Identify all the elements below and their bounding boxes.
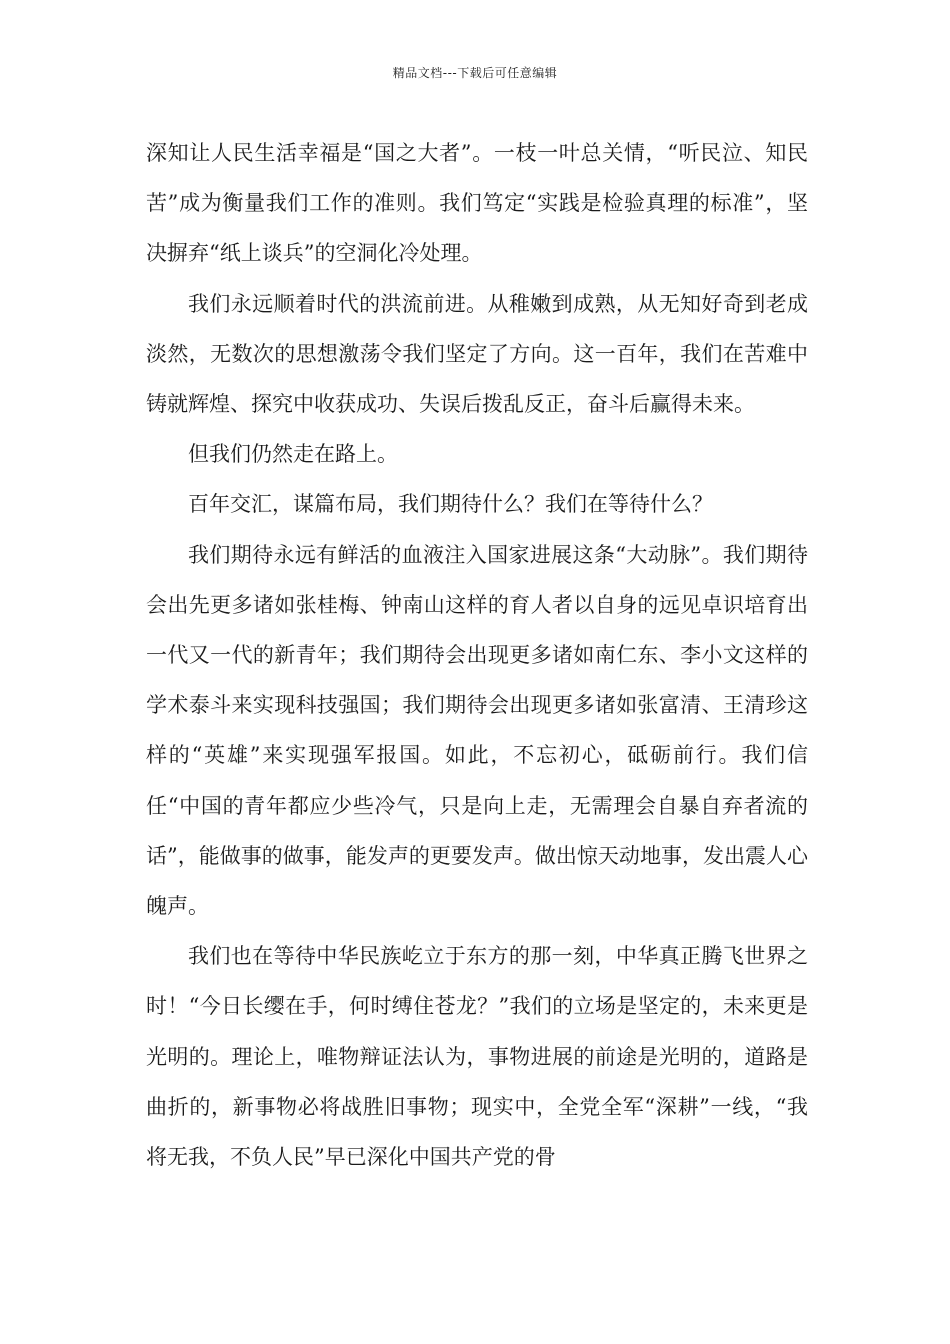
- paragraph-6: 我们也在等待中华民族屹立于东方的那一刻，中华真正腾飞世界之时！“今日长缨在手，何时缚住苍龙？”我们的立场是坚定的，未来更是光明的。理论上，唯物辩证法认为，事物进展的前途是光明的，道路是曲折的，新事物必将战胜旧事物；现实中，全党全军“深耕”一线，“我将无我，不负人民”早已深化中国共产党的骨: [146, 944, 808, 1170]
- document-body: [146, 128, 808, 1182]
- page-header: 精品文档---下载后可任意编辑: [392, 66, 558, 80]
- paragraph-1: 深知让人民生活幸福是“国之大者”。一枝一叶总关情，“听民泣、知民苦”成为衡量我们工作的准则。我们笃定“实践是检验真理的标准”，坚决摒弃“纸上谈兵”的空洞化冷处理。: [146, 141, 808, 266]
- paragraph-4: 百年交汇，谋篇布局，我们期待什么？我们在等待什么？: [188, 492, 713, 517]
- paragraph-5: 我们期待永远有鲜活的血液注入国家进展这条“大动脉”。我们期待会出先更多诸如张桂梅、钟南山这样的育人者以自身的远见卓识培育出一代又一代的新青年；我们期待会出现更多诸如南仁东、李小文这样的学术泰斗来实现科技强国；我们期待会出现更多诸如张富清、王清珍这样的“英雄”来实现强军报国。如此，不忘初心，砥砺前行。我们信任“中国的青年都应少些冷气，只是向上走，无需理会自暴自弃者流的话”，能做事的做事，能发声的更要发声。做出惊天动地事，发出震人心魄声。: [146, 542, 808, 919]
- paragraph-2: 我们永远顺着时代的洪流前进。从稚嫩到成熟，从无知好奇到老成淡然，无数次的思想激荡令我们坚定了方向。这一百年，我们在苦难中铸就辉煌、探究中收获成功、失误后拨乱反正，奋斗后赢得未来。: [146, 291, 808, 417]
- paragraph-3: 但我们仍然走在路上。: [188, 442, 398, 467]
